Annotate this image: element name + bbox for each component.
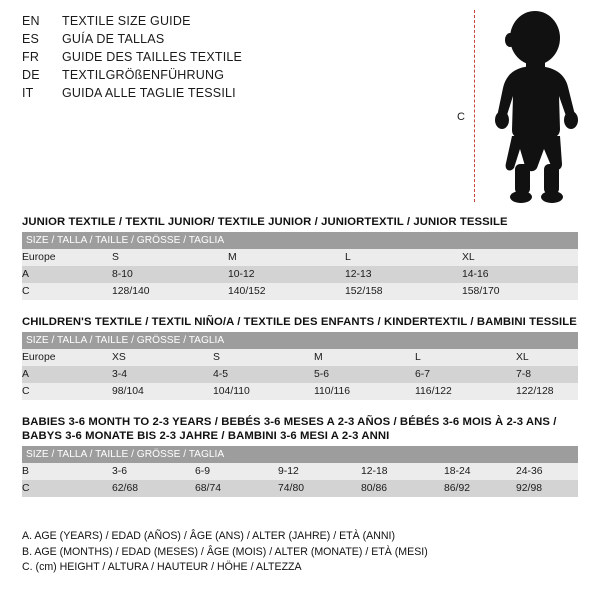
row-value: 8-10 bbox=[112, 266, 228, 283]
row-label: A bbox=[22, 266, 112, 283]
section-title-line1: BABIES 3-6 MONTH TO 2-3 YEARS / BEBÉS 3-6 MESES A 2-3 AÑOS / BÉBÉS 3-6 MOIS À 2-3 ANS / bbox=[22, 416, 557, 428]
language-title: GUIDE DES TAILLES TEXTILE bbox=[62, 50, 243, 64]
row-value: 140/152 bbox=[228, 283, 345, 300]
table-row bbox=[22, 366, 578, 383]
row-value: 4-5 bbox=[213, 366, 314, 383]
language-title: TEXTILGRÖßENFÜHRUNG bbox=[62, 68, 225, 82]
language-title-block bbox=[22, 14, 422, 104]
row-value: S bbox=[112, 249, 228, 266]
table-header-row bbox=[22, 332, 578, 349]
children-size-table bbox=[22, 332, 578, 400]
row-value: 128/140 bbox=[112, 283, 228, 300]
row-value: 152/158 bbox=[345, 283, 462, 300]
row-value: 12-13 bbox=[345, 266, 462, 283]
row-value: 74/80 bbox=[278, 480, 361, 497]
row-value: 80/86 bbox=[361, 480, 444, 497]
row-value: 98/104 bbox=[112, 383, 213, 400]
language-title: GUIDA ALLE TAGLIE TESSILI bbox=[62, 86, 236, 100]
section-junior-textile bbox=[22, 216, 578, 300]
row-value: 104/110 bbox=[213, 383, 314, 400]
table-row bbox=[22, 349, 578, 366]
table-row bbox=[22, 463, 578, 480]
row-value: 110/116 bbox=[314, 383, 415, 400]
row-value: L bbox=[415, 349, 516, 366]
row-label: B bbox=[22, 463, 112, 480]
row-value: 122/128 bbox=[516, 383, 578, 400]
row-value: XL bbox=[462, 249, 578, 266]
table-header-row bbox=[22, 446, 578, 463]
row-label: C bbox=[22, 283, 112, 300]
row-value: 6-7 bbox=[415, 366, 516, 383]
section-title: JUNIOR TEXTILE / TEXTIL JUNIOR/ TEXTILE JUNIOR / JUNIORTEXTIL / JUNIOR TESSILE bbox=[22, 216, 508, 228]
language-code: DE bbox=[22, 68, 40, 82]
row-label: C bbox=[22, 480, 112, 497]
row-value: 5-6 bbox=[314, 366, 415, 383]
toddler-silhouette-icon bbox=[482, 8, 590, 204]
row-value: 10-12 bbox=[228, 266, 345, 283]
row-value: 18-24 bbox=[444, 463, 516, 480]
table-header-row bbox=[22, 232, 578, 249]
language-code: FR bbox=[22, 50, 40, 64]
table-row bbox=[22, 266, 578, 283]
legend-footnotes bbox=[22, 529, 582, 576]
babies-size-table bbox=[22, 446, 578, 497]
row-value: 12-18 bbox=[361, 463, 444, 480]
row-value: L bbox=[345, 249, 462, 266]
row-value: 92/98 bbox=[516, 480, 578, 497]
language-title: GUÍA DE TALLAS bbox=[62, 32, 165, 46]
section-babies-textile bbox=[22, 416, 578, 497]
table-row bbox=[22, 480, 578, 497]
row-value: M bbox=[228, 249, 345, 266]
height-measure-label: C bbox=[457, 111, 465, 123]
row-value: 158/170 bbox=[462, 283, 578, 300]
row-value: 68/74 bbox=[195, 480, 278, 497]
footnote-age-years: A. AGE (YEARS) / EDAD (AÑOS) / ÂGE (ANS) / ALTER (JAHRE) / ETÀ (ANNI) bbox=[22, 530, 395, 542]
size-header-label: SIZE / TALLA / TAILLE / GRÖSSE / TAGLIA bbox=[22, 446, 578, 463]
row-value: 116/122 bbox=[415, 383, 516, 400]
row-value: 7-8 bbox=[516, 366, 578, 383]
row-value: XL bbox=[516, 349, 578, 366]
language-code: EN bbox=[22, 14, 40, 28]
section-title: CHILDREN'S TEXTILE / TEXTIL NIÑO/A / TEXTILE DES ENFANTS / KINDERTEXTIL / BAMBINI TESSILE bbox=[22, 316, 577, 328]
table-row bbox=[22, 283, 578, 300]
table-row bbox=[22, 383, 578, 400]
junior-size-table bbox=[22, 232, 578, 300]
height-measure-line bbox=[474, 10, 475, 202]
size-header-label: SIZE / TALLA / TAILLE / GRÖSSE / TAGLIA bbox=[22, 332, 578, 349]
row-label: C bbox=[22, 383, 112, 400]
row-label: Europe bbox=[22, 349, 112, 366]
language-row bbox=[22, 68, 422, 86]
row-value: 3-4 bbox=[112, 366, 213, 383]
language-row bbox=[22, 50, 422, 68]
section-title-line2: BABYS 3-6 MONATE BIS 2-3 JAHRE / BAMBINI 3-6 MESI A 2-3 ANNI bbox=[22, 430, 390, 442]
language-row bbox=[22, 14, 422, 32]
language-row bbox=[22, 86, 422, 104]
row-value: 62/68 bbox=[112, 480, 195, 497]
measurement-figure bbox=[440, 6, 590, 206]
language-code: IT bbox=[22, 86, 34, 100]
row-value: 24-36 bbox=[516, 463, 578, 480]
row-value: 6-9 bbox=[195, 463, 278, 480]
row-value: 86/92 bbox=[444, 480, 516, 497]
row-value: 14-16 bbox=[462, 266, 578, 283]
row-value: 9-12 bbox=[278, 463, 361, 480]
section-childrens-textile bbox=[22, 316, 578, 400]
row-value: M bbox=[314, 349, 415, 366]
row-value: 3-6 bbox=[112, 463, 195, 480]
language-row bbox=[22, 32, 422, 50]
row-value: S bbox=[213, 349, 314, 366]
language-title: TEXTILE SIZE GUIDE bbox=[62, 14, 191, 28]
table-row bbox=[22, 249, 578, 266]
language-code: ES bbox=[22, 32, 40, 46]
row-value: XS bbox=[112, 349, 213, 366]
row-label: Europe bbox=[22, 249, 112, 266]
row-label: A bbox=[22, 366, 112, 383]
footnote-age-months: B. AGE (MONTHS) / EDAD (MESES) / ÂGE (MOIS) / ALTER (MONATE) / ETÀ (MESI) bbox=[22, 545, 428, 558]
size-header-label: SIZE / TALLA / TAILLE / GRÖSSE / TAGLIA bbox=[22, 232, 578, 249]
footnote-height: C. (cm) HEIGHT / ALTURA / HAUTEUR / HÖHE / ALTEZZA bbox=[22, 561, 302, 573]
